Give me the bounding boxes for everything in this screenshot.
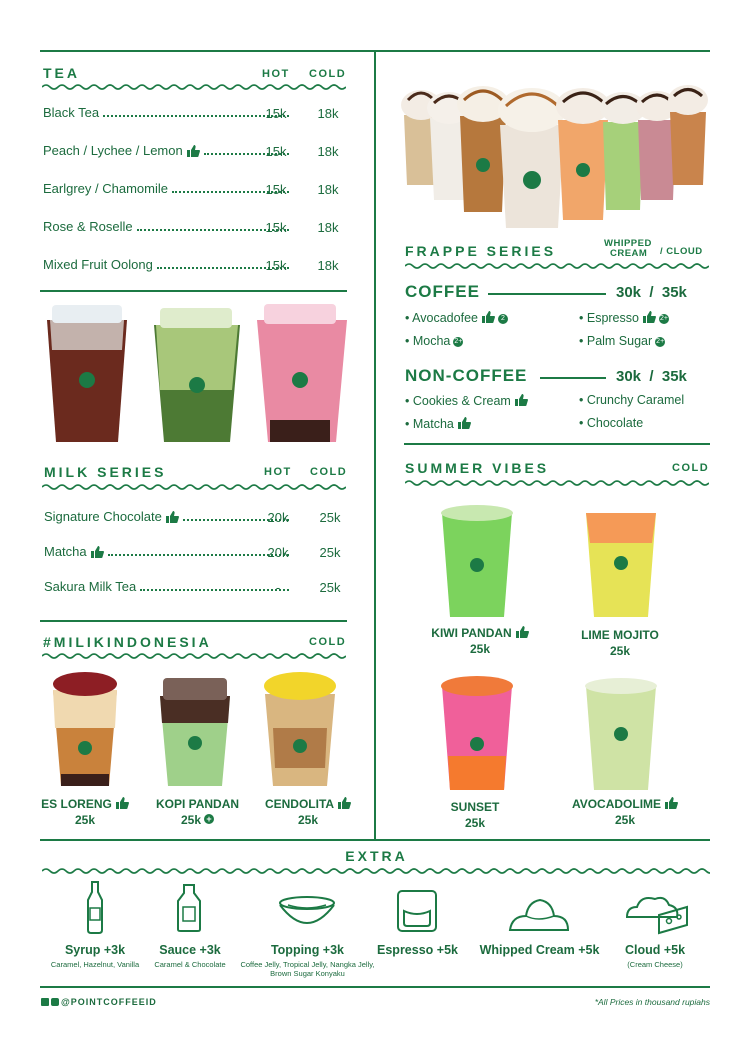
milk-cups-photo: [42, 300, 348, 450]
milk-item-row: [44, 544, 293, 559]
noncoffee-price: 30k / 35k: [616, 368, 687, 385]
thumbs-up-icon: [514, 394, 528, 406]
tea-wave: [42, 83, 346, 91]
cold-price: 25k: [319, 510, 341, 525]
drink-price: 25k: [469, 642, 491, 656]
summer-drink-label: [425, 800, 525, 830]
noncoffee-item-chocolate: • Chocolate: [579, 416, 644, 430]
badge-2-plus-icon: 2+: [454, 338, 463, 345]
hot-price: 20k: [267, 510, 289, 525]
thumbs-up-icon: [186, 145, 200, 157]
summer-cups-bottom-photo: [438, 676, 663, 794]
milk-title: MILK SERIES: [44, 464, 167, 480]
coffee-line: [488, 293, 606, 295]
plus-badge-icon: +: [204, 814, 214, 824]
hot-price: 15k: [265, 220, 287, 235]
noncoffee-item-crunchy-caramel: • Crunchy Caramel: [579, 393, 685, 407]
milik-drink-label: [40, 797, 130, 827]
noncoffee-item-cookies-cream: • Cookies & Cream: [405, 394, 528, 408]
drink-name: SUNSET: [450, 800, 500, 814]
coffee-item-mocha: • Mocha 2+: [405, 334, 463, 348]
noncoffee-line: [540, 377, 606, 379]
syrup-bottle-icon: [84, 880, 106, 934]
extra-wave: [42, 867, 710, 875]
frappe-whipped-label-2: CREAM: [610, 248, 648, 259]
milk-hot-label: HOT: [264, 466, 292, 478]
extra-item: [375, 943, 460, 957]
tea-title: TEA: [43, 65, 80, 81]
espresso-shot-icon: [396, 889, 438, 933]
hot-price: 15k: [265, 144, 287, 159]
thumbs-up-icon: [337, 797, 351, 809]
hot-price: 15k: [265, 258, 287, 273]
instagram-icon: [51, 998, 59, 1006]
bottom-border: [40, 986, 710, 988]
thumbs-up-icon: [115, 797, 129, 809]
thumbs-up-icon: [165, 511, 179, 523]
center-divider: [374, 50, 376, 840]
item-name: Sakura Milk Tea: [44, 579, 137, 594]
extra-name: Whipped Cream +5k: [479, 943, 600, 957]
item-name: Black Tea: [43, 105, 100, 120]
frappe-title: FRAPPE SERIES: [405, 243, 557, 259]
milik-drink-label: [258, 797, 358, 827]
divider-frappe-bottom: [404, 443, 710, 445]
divider-milk-bottom: [40, 620, 347, 622]
cold-price: 18k: [317, 258, 339, 273]
noncoffee-title: NON-COFFEE: [405, 366, 528, 385]
extra-title: EXTRA: [345, 848, 408, 864]
summer-drink-label: [570, 628, 670, 658]
drink-price: 25k: [297, 813, 319, 827]
drink-price: 25k: [609, 644, 631, 658]
frappe-whipped-label-1: WHIPPED: [604, 238, 652, 249]
extra-item: [472, 943, 607, 957]
cold-price: 25k: [319, 580, 341, 595]
extra-name: Cloud +5k: [624, 943, 686, 957]
coffee-item-avocadofee: • Avocadofee 2: [405, 311, 508, 325]
hot-price: 15k: [265, 182, 287, 197]
drink-name: LIME MOJITO: [581, 628, 659, 642]
whipped-cream-icon: [508, 898, 570, 932]
milik-title: #MILIKINDONESIA: [43, 634, 212, 650]
extra-item: [240, 943, 375, 978]
tea-hot-label: HOT: [262, 68, 290, 80]
drink-name: AVOCADOLIME: [571, 797, 662, 811]
cold-price: 18k: [317, 220, 339, 235]
footer-note: *All Prices in thousand rupiahs: [594, 997, 710, 1007]
summer-drink-label: [420, 626, 540, 656]
thumbs-up-icon: [664, 797, 678, 809]
extra-sub: (Cream Cheese): [627, 960, 683, 969]
extra-item: [45, 943, 145, 969]
coffee-title: COFFEE: [405, 282, 480, 301]
cold-price: 18k: [317, 144, 339, 159]
item-name: Earlgrey / Chamomile: [43, 181, 168, 196]
cup-chocolate: [47, 305, 127, 442]
item-name: Rose & Roselle: [43, 219, 133, 234]
extra-sub: Coffee Jelly, Tropical Jelly, Nangka Jelly, Brown Sugar Konyaku: [240, 960, 375, 978]
summer-drink-label: [565, 797, 685, 827]
drink-name: ES LORENG: [41, 797, 112, 811]
extra-item: [150, 943, 230, 969]
drink-price: 25k: [614, 813, 636, 827]
extra-sub: Caramel, Hazelnut, Vanilla: [50, 960, 140, 969]
coffee-item-palm-sugar: • Palm Sugar 2+: [579, 334, 665, 348]
divider-extra-top: [40, 839, 710, 841]
hot-price: 20k: [267, 545, 289, 560]
coffee-item-espresso: • Espresso 2+: [579, 311, 668, 325]
extra-name: Topping +3k: [270, 943, 345, 957]
item-name: Mixed Fruit Oolong: [43, 257, 153, 272]
badge-2-icon: 2: [498, 314, 508, 324]
cold-price: 18k: [317, 106, 339, 121]
noncoffee-item-matcha: • Matcha: [405, 417, 471, 431]
thumbs-up-icon: [642, 311, 656, 323]
frappe-cloud-label: / CLOUD: [660, 246, 703, 257]
sauce-bottle-icon: [174, 883, 204, 933]
facebook-icon: [41, 998, 49, 1006]
frappe-wave: [405, 262, 709, 270]
topping-bowl-icon: [278, 895, 336, 931]
badge-2-plus-icon: 2+: [656, 338, 665, 345]
frappe-cups-photo: [398, 70, 713, 228]
divider-tea-bottom: [40, 290, 347, 292]
extra-sub: Caramel & Chocolate: [154, 960, 226, 969]
drink-name: KIWI PANDAN: [431, 626, 512, 640]
hot-price: -: [275, 580, 281, 595]
drink-price: 25k +: [150, 813, 245, 827]
milik-cups-photo: [45, 668, 345, 790]
milk-item-row: [44, 509, 293, 524]
item-name: Signature Chocolate: [44, 509, 162, 524]
footer-social: @POINTCOFFEEID: [61, 997, 157, 1007]
item-name: Matcha: [44, 544, 87, 559]
summer-wave: [405, 479, 709, 487]
drink-price: 25k: [74, 813, 96, 827]
tea-cold-label: COLD: [309, 68, 347, 80]
extra-item: [615, 943, 695, 969]
cold-price: 18k: [317, 182, 339, 197]
thumbs-up-icon: [457, 417, 471, 429]
extra-name: Syrup +3k: [64, 943, 126, 957]
summer-title: SUMMER VIBES: [405, 460, 550, 476]
drink-name: CENDOLITA: [264, 797, 335, 811]
thumbs-up-icon: [90, 546, 104, 558]
hot-price: 15k: [265, 106, 287, 121]
milik-drink-label: [150, 797, 245, 827]
milk-cold-label: COLD: [310, 466, 348, 478]
cold-price: 25k: [319, 545, 341, 560]
milk-item-row: [44, 579, 293, 594]
thumbs-up-icon: [481, 311, 495, 323]
drink-price: 25k: [464, 816, 486, 830]
milik-cold-label: COLD: [309, 636, 347, 648]
coffee-price: 30k / 35k: [616, 284, 687, 301]
item-name: Peach / Lychee / Lemon: [43, 143, 183, 158]
summer-cold-label: COLD: [672, 462, 710, 474]
drink-name: KOPI PANDAN: [155, 797, 240, 811]
summer-cups-top-photo: [438, 503, 663, 621]
extra-name: Espresso +5k: [377, 943, 458, 957]
badge-2-plus-icon: 2+: [659, 315, 668, 322]
extra-name: Sauce +3k: [159, 943, 221, 957]
thumbs-up-icon: [515, 626, 529, 638]
milk-wave: [42, 483, 346, 491]
milik-wave: [42, 652, 346, 660]
cloud-cheese-icon: [623, 893, 691, 935]
